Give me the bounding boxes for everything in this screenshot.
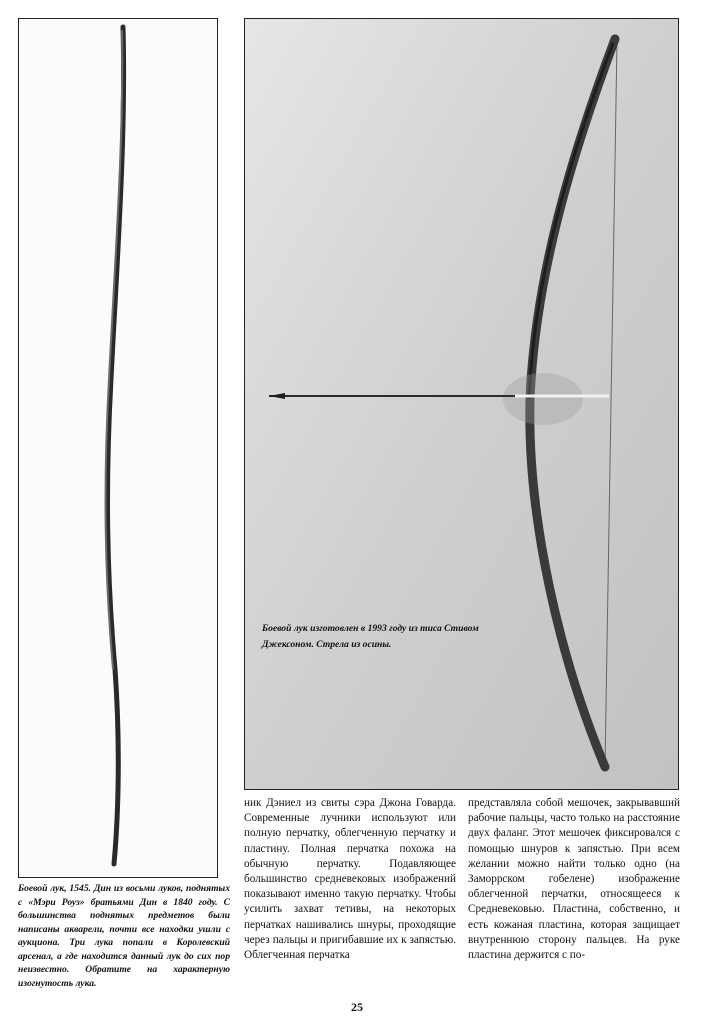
body-text-column-right: представляла собой мешочек, закрывавший рабочие пальцы, часто только на расстояние двух фаланг. Этот мешочек фиксировался с помощью шнуров к запястью. При всем желании можно найти только одно (на Заморрском гобелене) изображение облегченной перчатки, относящееся к Средневековью. Пластина, собственно, и есть кожаная пластина, которая защищает внутреннюю сторону пальцев. На руке пластина держится с по-	[468, 797, 680, 962]
photo-caption-right: Боевой лук изготовлен в 1993 году из тиса Стивом Джексоном. Стрела из осины.	[262, 623, 479, 650]
photo-warbow-1545	[18, 18, 218, 878]
warbow-illustration	[19, 19, 217, 877]
photo-caption-left: Боевой лук, 1545. Дин из восьми луков, поднятых с «Мэри Роуз» братьями Дин в 1840 году. С большинства поднятых предметов были написаны акварели, почти все находки ушли с аукциона. Три лука попали в Королевский арсенал, а где находится данный лук до сих пор неизвестно. Обратите на характерную изогнутость лука.	[18, 883, 230, 989]
body-text-column-middle: ник Дэниел из свиты сэра Джона Говарда. Современные лучники используют или полную перчатку, облегченную перчатку и пластину. Полная перчатка похожа на обычную перчатку. Подавляющее большинство средневековых изображений показывают именно такую перчатку. Чтобы усилить захват тетивы, на некоторых перчатках нашивались шнуры, проходящие через пальцы и пригибавшие их к запястью. Облегченная перчатка	[244, 797, 456, 962]
yew-bow-with-arrow	[245, 19, 678, 789]
photo-modern-yew-bow	[244, 18, 679, 790]
page-number: 25	[351, 1000, 363, 1014]
